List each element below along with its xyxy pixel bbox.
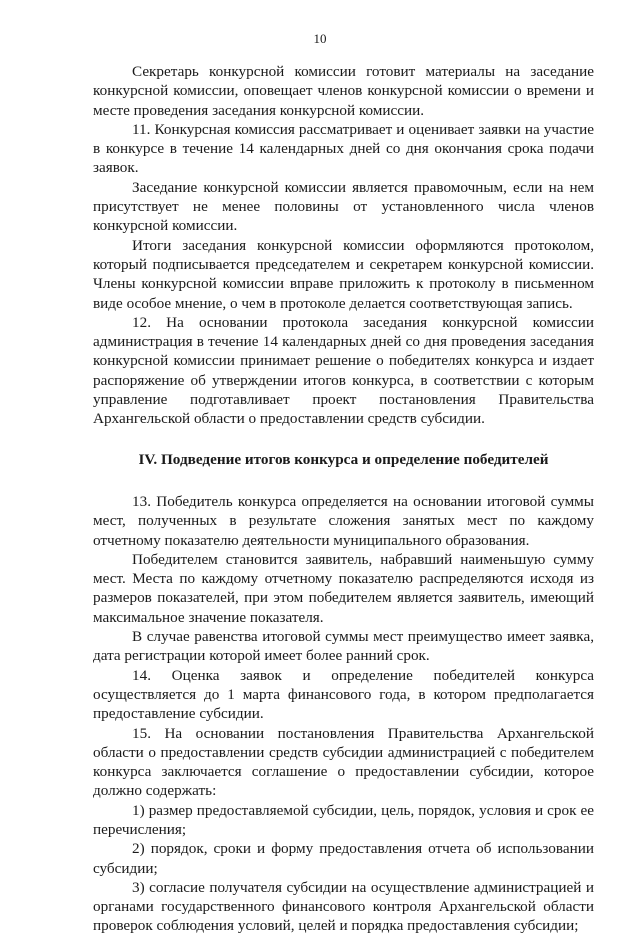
section-heading: IV. Подведение итогов конкурса и определение победителей: [138, 450, 549, 468]
paragraph-winner-rule: Победителем становится заявитель, набравший наименьшую сумму мест. Места по каждому отчетному показателю распределяются исходя из размеров показателей, при этом победителем является заявитель, имеющий максимальное значение показателя.: [93, 550, 594, 626]
list-item-3: 3) согласие получателя субсидии на осуществление администрацией и органами государственного финансового контроля Архангельской области проверок соблюдения условий, целей и порядка предоставления субсидии;: [93, 878, 594, 935]
paragraph-clause-11: 11. Конкурсная комиссия рассматривает и оценивает заявки на участие в конкурсе в течение 14 календарных дней со дня окончания срока подачи заявок.: [93, 120, 594, 177]
paragraph-tie-rule: В случае равенства итоговой суммы мест преимущество имеет заявка, дата регистрации которой имеет более ранний срок.: [93, 628, 594, 665]
paragraph-clause-14: 14. Оценка заявок и определение победителей конкурса осуществляется до 1 марта финансового года, в котором предполагается предоставление субсидии.: [93, 666, 594, 723]
paragraph-clause-15: 15. На основании постановления Правительства Архангельской области о предоставлении средств субсидии администрацией с победителем конкурса заключается соглашение о предоставлении субсидии, которое должно содержать:: [93, 724, 594, 800]
paragraph-protocol: Итоги заседания конкурсной комиссии оформляются протоколом, который подписывается председателем и секретарем конкурсной комиссии. Члены конкурсной комиссии вправе приложить к протоколу в письменном виде особое мнение, о чем в протоколе делается соответствующая запись.: [93, 236, 594, 312]
list-item-2: 2) порядок, сроки и форму предоставления отчета об использовании субсидии;: [93, 840, 594, 877]
paragraph-clause-12: 12. На основании протокола заседания конкурсной комиссии администрация в течение 14 календарных дней со дня проведения заседания конкурсной комиссии принимает решение о победителях конкурса и издает распоряжение об утверждении итогов конкурса, в соответствии с которым управление подготавливает проект постановления Правительства Архангельской области о предоставлении средств субсидии.: [93, 313, 594, 428]
paragraph-clause-13: 13. Победитель конкурса определяется на основании итоговой суммы мест, полученных в результате сложения занятых мест по каждому отчетному показателю деятельности муниципального образования.: [93, 492, 594, 549]
paragraph-secretary-duties: Секретарь конкурсной комиссии готовит материалы на заседание конкурсной комиссии, оповещает членов конкурсной комиссии о времени и месте проведения заседания конкурсной комиссии.: [93, 63, 594, 119]
page-number: 10: [313, 31, 327, 46]
list-item-1: 1) размер предоставляемой субсидии, цель, порядок, условия и срок ее перечисления;: [93, 801, 594, 838]
document-body: [93, 62, 594, 936]
paragraph-quorum: Заседание конкурсной комиссии является правомочным, если на нем присутствует не менее половины от установленного числа членов конкурсной комиссии.: [93, 178, 594, 235]
